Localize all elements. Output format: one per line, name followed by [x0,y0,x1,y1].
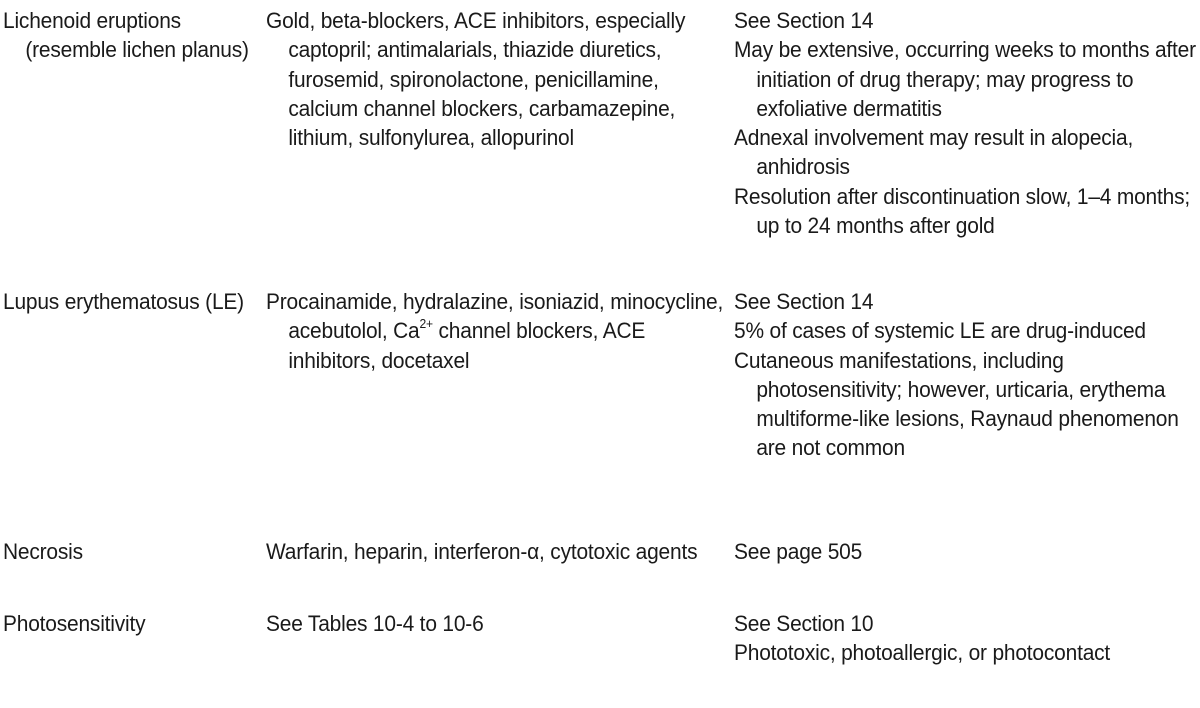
drugs-cell: See Tables 10-4 to 10-6 [266,611,484,636]
drugs-text: Procainamide, hydralazine, isoniazid, minocycline, acebutolol, Ca [266,289,724,344]
comment-line: See Section 14 [734,8,874,33]
comment-line: Cutaneous manifestations, including photosensitivity; however, urticaria, erythema multiforme-like lesions, Raynaud phenomenon are not common [734,347,1179,461]
drugs-cell [266,287,725,375]
comment-line: Phototoxic, photoallergic, or photocontact [734,640,1111,666]
superscript-charge: 2+ [419,315,433,331]
comment-line: See Section 14 [734,289,874,314]
comment-line: See Section 10 [734,611,874,636]
condition-cell: Lichenoid eruptions (resemble lichen planus) [3,8,249,63]
comment-line: Resolution after discontinuation slow, 1–4 months; up to 24 months after gold [734,183,1190,239]
comments-cell [734,6,1199,240]
comment-line: May be extensive, occurring weeks to months after initiation of drug therapy; may progress to exfoliative dermatitis [734,37,1196,121]
comment-line: Adnexal involvement may result in alopecia, anhidrosis [734,125,1134,180]
comments-cell [734,537,1199,566]
comment-line: See page 505 [734,539,863,564]
condition-cell: Photosensitivity [3,611,146,636]
condition-cell: Necrosis [3,539,83,564]
comments-cell [734,609,1199,668]
condition-cell: Lupus erythematosus (LE) [3,289,244,314]
comments-cell [734,287,1199,463]
comment-line: 5% of cases of systemic LE are drug-induced [734,318,1146,344]
drugs-cell: Gold, beta-blockers, ACE inhibitors, especially captopril; antimalarials, thiazide diuretics, furosemid, spironolactone, penicillamine, calcium channel blockers, carbamazepine, lithium, sulfonylurea, allopurinol [266,8,686,151]
drugs-cell: Warfarin, heparin, interferon-α, cytotoxic agents [266,539,698,564]
drugs-text: channel blockers, ACE inhibitors, docetaxel [288,318,646,373]
